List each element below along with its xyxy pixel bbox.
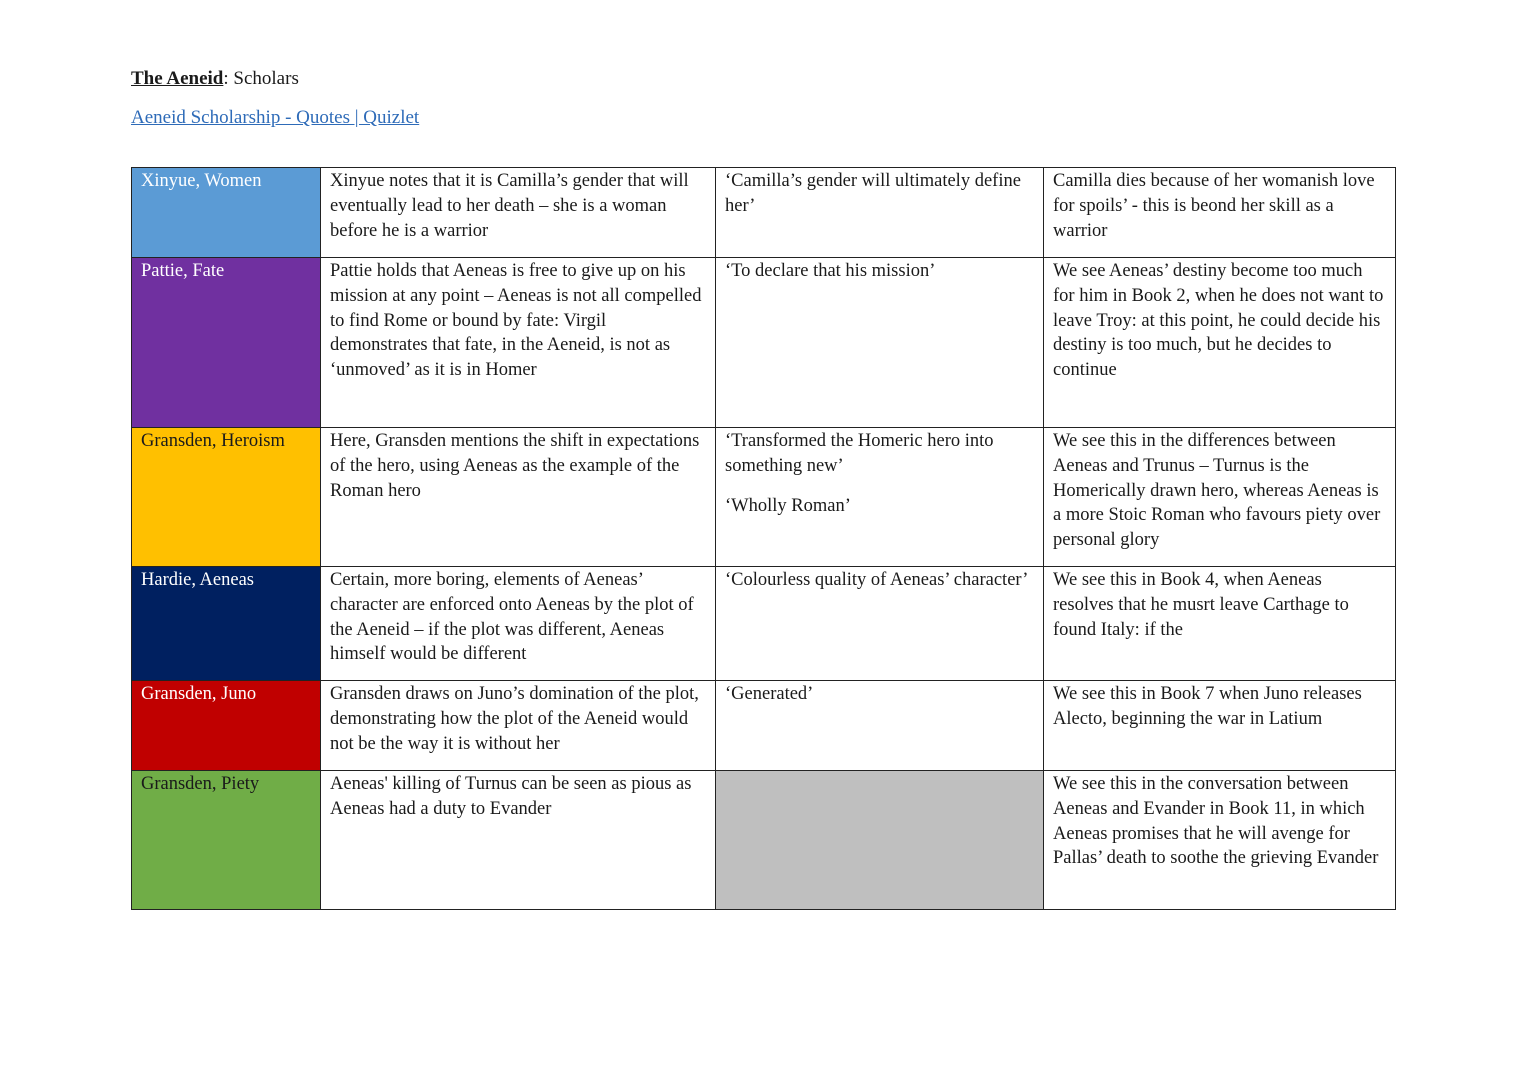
scholar-label-cell: [132, 771, 321, 910]
evidence-cell: We see Aeneas’ destiny become too much for him in Book 2, when he does not want to leave Troy: at this point, he could decide his destiny is too much, but he decides to continue: [1044, 258, 1396, 428]
table-row: [132, 681, 1396, 771]
scholars-table: [131, 167, 1396, 910]
summary-cell: Pattie holds that Aeneas is free to give up on his mission at any point – Aeneas is not all compelled to find Rome or bound by fate: Virgil demonstrates that fate, in the Aeneid, is not as ‘unmoved’ as it is in Homer: [321, 258, 716, 428]
table-row: [132, 258, 1396, 428]
table-row: [132, 168, 1396, 258]
evidence-cell: We see this in the differences between Aeneas and Trunus – Turnus is the Homerically drawn hero, whereas Aeneas is a more Stoic Roman who favours piety over personal glory: [1044, 428, 1396, 567]
scholar-label-cell: [132, 258, 321, 428]
summary-cell: Xinyue notes that it is Camilla’s gender that will eventually lead to her death – she is a woman before he is a warrior: [321, 168, 716, 258]
empty-quote-cell: [716, 771, 1044, 910]
document-title-suffix: : Scholars: [223, 68, 299, 89]
quizlet-link[interactable]: Aeneid Scholarship - Quotes | Quizlet: [131, 107, 420, 128]
summary-cell: Certain, more boring, elements of Aeneas’ character are enforced onto Aeneas by the plot of the Aeneid – if the plot was different, Aeneas himself would be different: [321, 567, 716, 681]
summary-cell: Aeneas' killing of Turnus can be seen as pious as Aeneas had a duty to Evander: [321, 771, 716, 910]
quote-text: ‘Colourless quality of Aeneas’ character’: [725, 570, 1029, 590]
scholar-label-cell: [132, 168, 321, 258]
quote-cell: [716, 428, 1044, 567]
evidence-cell: Camilla dies because of her womanish love for spoils’ - this is beond her skill as a warrior: [1044, 168, 1396, 258]
summary-cell: Here, Gransden mentions the shift in expectations of the hero, using Aeneas as the example of the Roman hero: [321, 428, 716, 567]
quote-text: ‘To declare that his mission’: [725, 261, 936, 281]
table-row: [132, 428, 1396, 567]
document-title-work: The Aeneid: [131, 68, 224, 89]
quote-cell: [716, 168, 1044, 258]
table-row: [132, 771, 1396, 910]
scholar-label: Xinyue, Women: [141, 171, 262, 191]
evidence-cell: We see this in Book 7 when Juno releases Alecto, beginning the war in Latium: [1044, 681, 1396, 771]
scholar-label: Gransden, Heroism: [141, 431, 285, 451]
scholar-label: Hardie, Aeneas: [141, 570, 255, 590]
scholar-label: Pattie, Fate: [141, 261, 225, 281]
scholar-label-cell: [132, 428, 321, 567]
quote-cell: [716, 567, 1044, 681]
quote-text: ‘Transformed the Homeric hero into something new’: [725, 431, 994, 476]
quote-text: ‘Generated’: [725, 684, 814, 704]
table-row: [132, 567, 1396, 681]
quote-cell: [716, 681, 1044, 771]
quote-text: ‘Camilla’s gender will ultimately define her’: [725, 171, 1021, 216]
document-title: [131, 67, 299, 91]
quote-cell: [716, 258, 1044, 428]
scholar-label: Gransden, Piety: [141, 774, 260, 794]
scholar-label-cell: [132, 681, 321, 771]
scholar-label: Gransden, Juno: [141, 684, 257, 704]
quote-text: ‘Wholly Roman’: [725, 495, 851, 516]
summary-cell: Gransden draws on Juno’s domination of the plot, demonstrating how the plot of the Aeneid would not be the way it is without her: [321, 681, 716, 771]
evidence-cell: We see this in the conversation between Aeneas and Evander in Book 11, in which Aeneas promises that he will avenge for Pallas’ death to soothe the grieving Evander: [1044, 771, 1396, 910]
scholar-label-cell: [132, 567, 321, 681]
evidence-cell: We see this in Book 4, when Aeneas resolves that he musrt leave Carthage to found Italy: if the: [1044, 567, 1396, 681]
